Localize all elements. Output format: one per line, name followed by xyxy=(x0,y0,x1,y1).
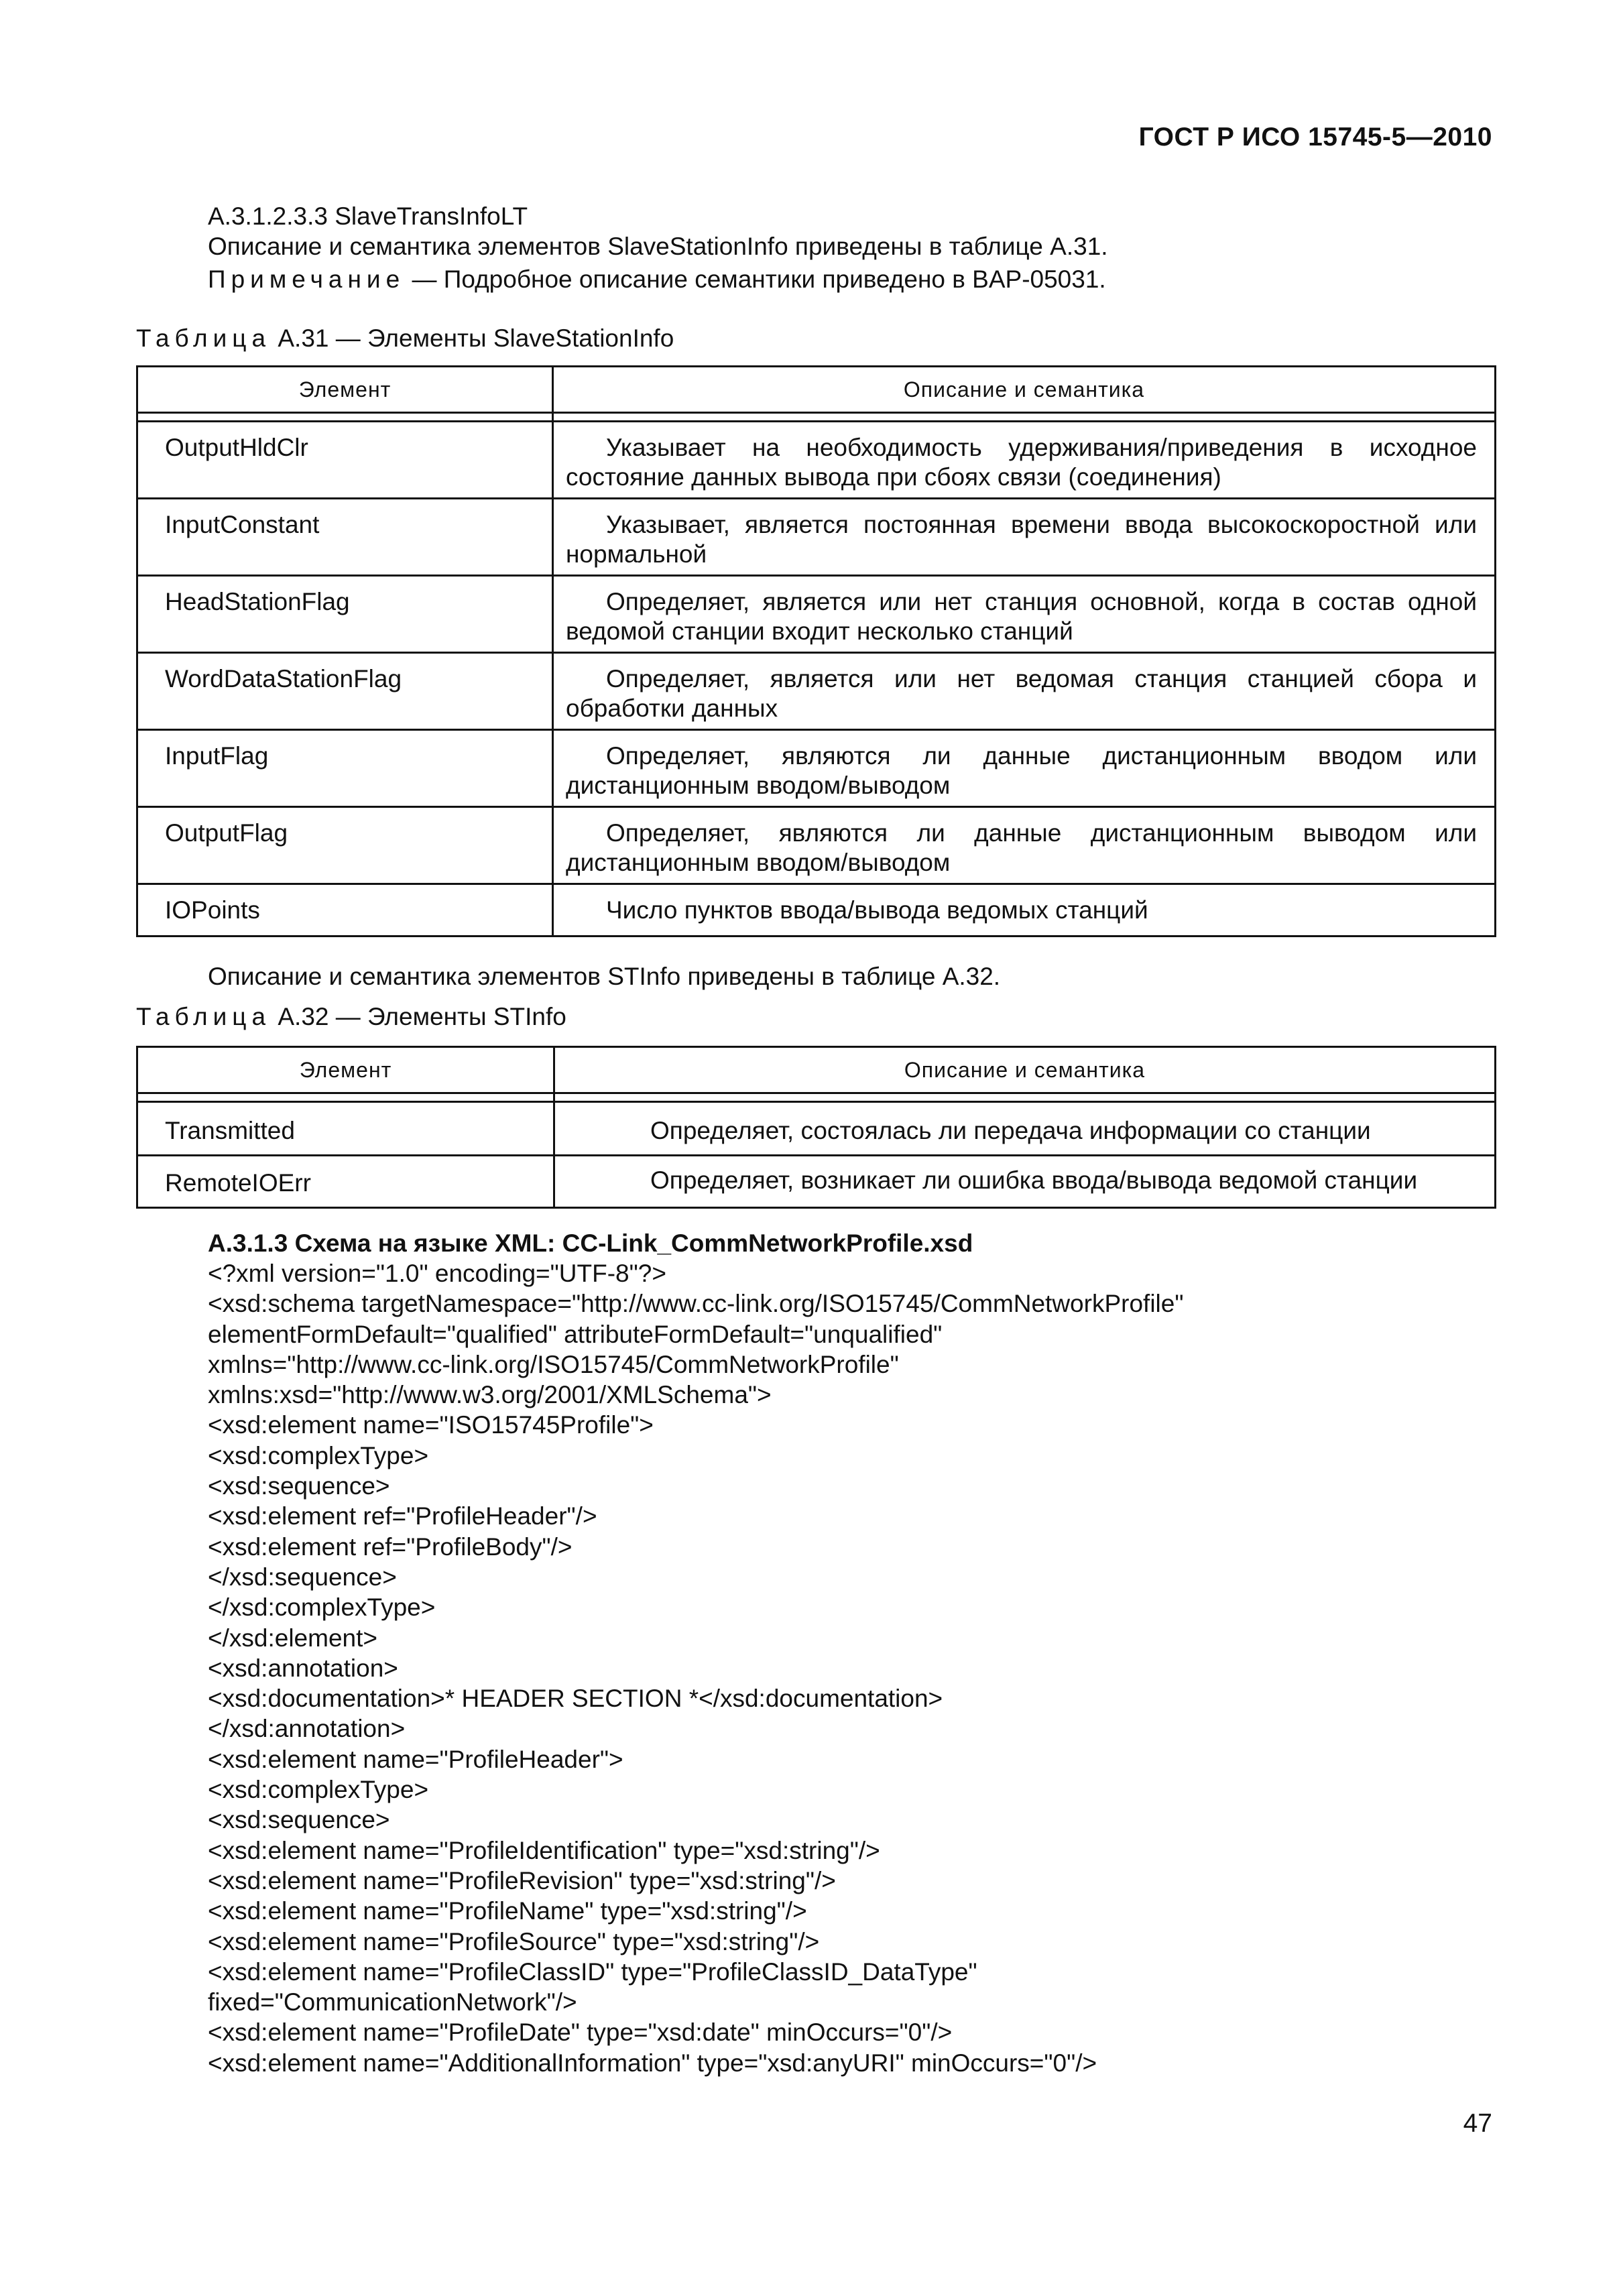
element-cell: InputFlag xyxy=(137,730,553,807)
description-cell: Указывает, является постоянная времени ввода высокоскоростной или нормальной xyxy=(553,499,1496,576)
code-line: <xsd:element name="ProfileIdentification" type="xsd:string"/> xyxy=(208,1836,880,1864)
description-cell: Определяет, являются ли данные дистанционным выводом или дистанционным вводом/выводом xyxy=(553,807,1496,884)
code-line: xmlns="http://www.cc-link.org/ISO15745/CommNetworkProfile" xyxy=(208,1350,899,1378)
code-line: <xsd:element ref="ProfileHeader"/> xyxy=(208,1502,597,1530)
element-cell: HeadStationFlag xyxy=(137,576,553,653)
document-id: ГОСТ Р ИСО 15745-5—2010 xyxy=(1138,123,1492,152)
table32-caption-text: А.32 — Элементы STInfo xyxy=(271,1003,566,1030)
xsd-section xyxy=(208,1228,1482,2078)
table-row xyxy=(137,884,1496,936)
table-row xyxy=(137,653,1496,730)
table32-header-rule xyxy=(554,1093,1496,1102)
table-row xyxy=(137,807,1496,884)
table-row xyxy=(137,730,1496,807)
description-cell: Определяет, возникает ли ошибка ввода/вывода ведомой станции xyxy=(554,1156,1496,1208)
page-number: 47 xyxy=(1463,2109,1492,2138)
table31-caption-text: А.31 — Элементы SlaveStationInfo xyxy=(271,324,674,352)
code-line: <xsd:element name="ProfileHeader"> xyxy=(208,1745,623,1773)
element-cell: InputConstant xyxy=(137,499,553,576)
description-cell: Указывает на необходимость удерживания/приведения в исходное состояние данных вывода при сбоях связи (соединения) xyxy=(553,422,1496,499)
code-line: <xsd:element name="ProfileClassID" type="ProfileClassID_DataType" xyxy=(208,1957,977,1986)
table32-caption-label: Таблица xyxy=(136,1003,272,1030)
note xyxy=(208,264,1482,294)
table-row xyxy=(137,1156,1496,1208)
code-line: <xsd:element name="AdditionalInformation" type="xsd:anyURI" minOccurs="0"/> xyxy=(208,2049,1097,2077)
xsd-code-block xyxy=(208,1258,1482,2078)
code-line: <xsd:element name="ISO15745Profile"> xyxy=(208,1411,654,1439)
code-line: elementFormDefault="qualified" attributeFormDefault="unqualified" xyxy=(208,1320,943,1348)
code-line: <xsd:sequence> xyxy=(208,1472,390,1500)
element-cell: Transmitted xyxy=(137,1102,554,1156)
description-cell: Определяет, состоялась ли передача информации со станции xyxy=(554,1102,1496,1156)
code-line: </xsd:sequence> xyxy=(208,1563,397,1591)
table32-col-desc: Описание и семантика xyxy=(554,1047,1496,1093)
table-31 xyxy=(136,365,1496,937)
table31-caption-label: Таблица xyxy=(136,324,272,352)
table32-col-element: Элемент xyxy=(137,1047,554,1093)
mid-text-block xyxy=(208,961,1482,991)
table31-caption xyxy=(136,323,674,353)
element-cell: OutputHldClr xyxy=(137,422,553,499)
table32-caption xyxy=(136,1002,566,1032)
code-line: fixed="CommunicationNetwork"/> xyxy=(208,1988,577,2016)
note-text: — Подробное описание семантики приведено в BAP-05031. xyxy=(405,265,1106,293)
code-line: <?xml version="1.0" encoding="UTF-8"?> xyxy=(208,1260,666,1287)
table-row xyxy=(137,1102,1496,1156)
table31-header-rule xyxy=(137,413,553,422)
code-line: <xsd:element name="ProfileSource" type="xsd:string"/> xyxy=(208,1927,820,1955)
element-cell: RemoteIOErr xyxy=(137,1156,554,1208)
table-row xyxy=(137,576,1496,653)
intro-text: Описание и семантика элементов SlaveStationInfo приведены в таблице А.31. xyxy=(208,233,1108,260)
description-cell: Определяет, является или нет ведомая станция станцией сбора и обработки данных xyxy=(553,653,1496,730)
intro-section xyxy=(208,201,1482,294)
description-cell: Определяет, являются ли данные дистанционным вводом или дистанционным вводом/выводом xyxy=(553,730,1496,807)
code-line: <xsd:complexType> xyxy=(208,1441,429,1469)
code-line: </xsd:complexType> xyxy=(208,1593,436,1622)
code-line: <xsd:complexType> xyxy=(208,1776,429,1804)
element-cell: OutputFlag xyxy=(137,807,553,884)
code-line: <xsd:element name="ProfileName" type="xsd:string"/> xyxy=(208,1897,807,1925)
table-32 xyxy=(136,1046,1496,1209)
code-line: </xsd:annotation> xyxy=(208,1715,406,1743)
element-cell: IOPoints xyxy=(137,884,553,936)
table31-col-element: Элемент xyxy=(137,367,553,413)
code-line: <xsd:element name="ProfileDate" type="xsd:date" minOccurs="0"/> xyxy=(208,2018,953,2047)
element-cell: WordDataStationFlag xyxy=(137,653,553,730)
table31-col-desc: Описание и семантика xyxy=(553,367,1496,413)
code-line: <xsd:documentation>* HEADER SECTION *</xsd:documentation> xyxy=(208,1685,943,1713)
code-line: xmlns:xsd="http://www.w3.org/2001/XMLSchema"> xyxy=(208,1381,772,1409)
code-line: <xsd:sequence> xyxy=(208,1806,390,1834)
code-line: <xsd:schema targetNamespace="http://www.cc-link.org/ISO15745/CommNetworkProfile" xyxy=(208,1290,1184,1318)
description-cell: Число пунктов ввода/вывода ведомых станций xyxy=(553,884,1496,936)
section-heading: А.3.1.2.3.3 SlaveTransInfoLT xyxy=(208,202,528,230)
code-line: <xsd:element name="ProfileRevision" type="xsd:string"/> xyxy=(208,1866,836,1894)
code-line: <xsd:element ref="ProfileBody"/> xyxy=(208,1532,573,1561)
description-cell: Определяет, является или нет станция основной, когда в состав одной ведомой станции входит несколько станций xyxy=(553,576,1496,653)
code-line: <xsd:annotation> xyxy=(208,1654,398,1682)
code-line: </xsd:element> xyxy=(208,1624,377,1652)
table-row xyxy=(137,422,1496,499)
table31-header-rule xyxy=(553,413,1496,422)
table-row xyxy=(137,499,1496,576)
mid-text: Описание и семантика элементов STInfo приведены в таблице А.32. xyxy=(208,963,1001,990)
note-label: Примечание xyxy=(208,265,406,293)
table32-header-rule xyxy=(137,1093,554,1102)
xsd-section-title: А.3.1.3 Схема на языке XML: CC-Link_CommNetworkProfile.xsd xyxy=(208,1229,973,1257)
